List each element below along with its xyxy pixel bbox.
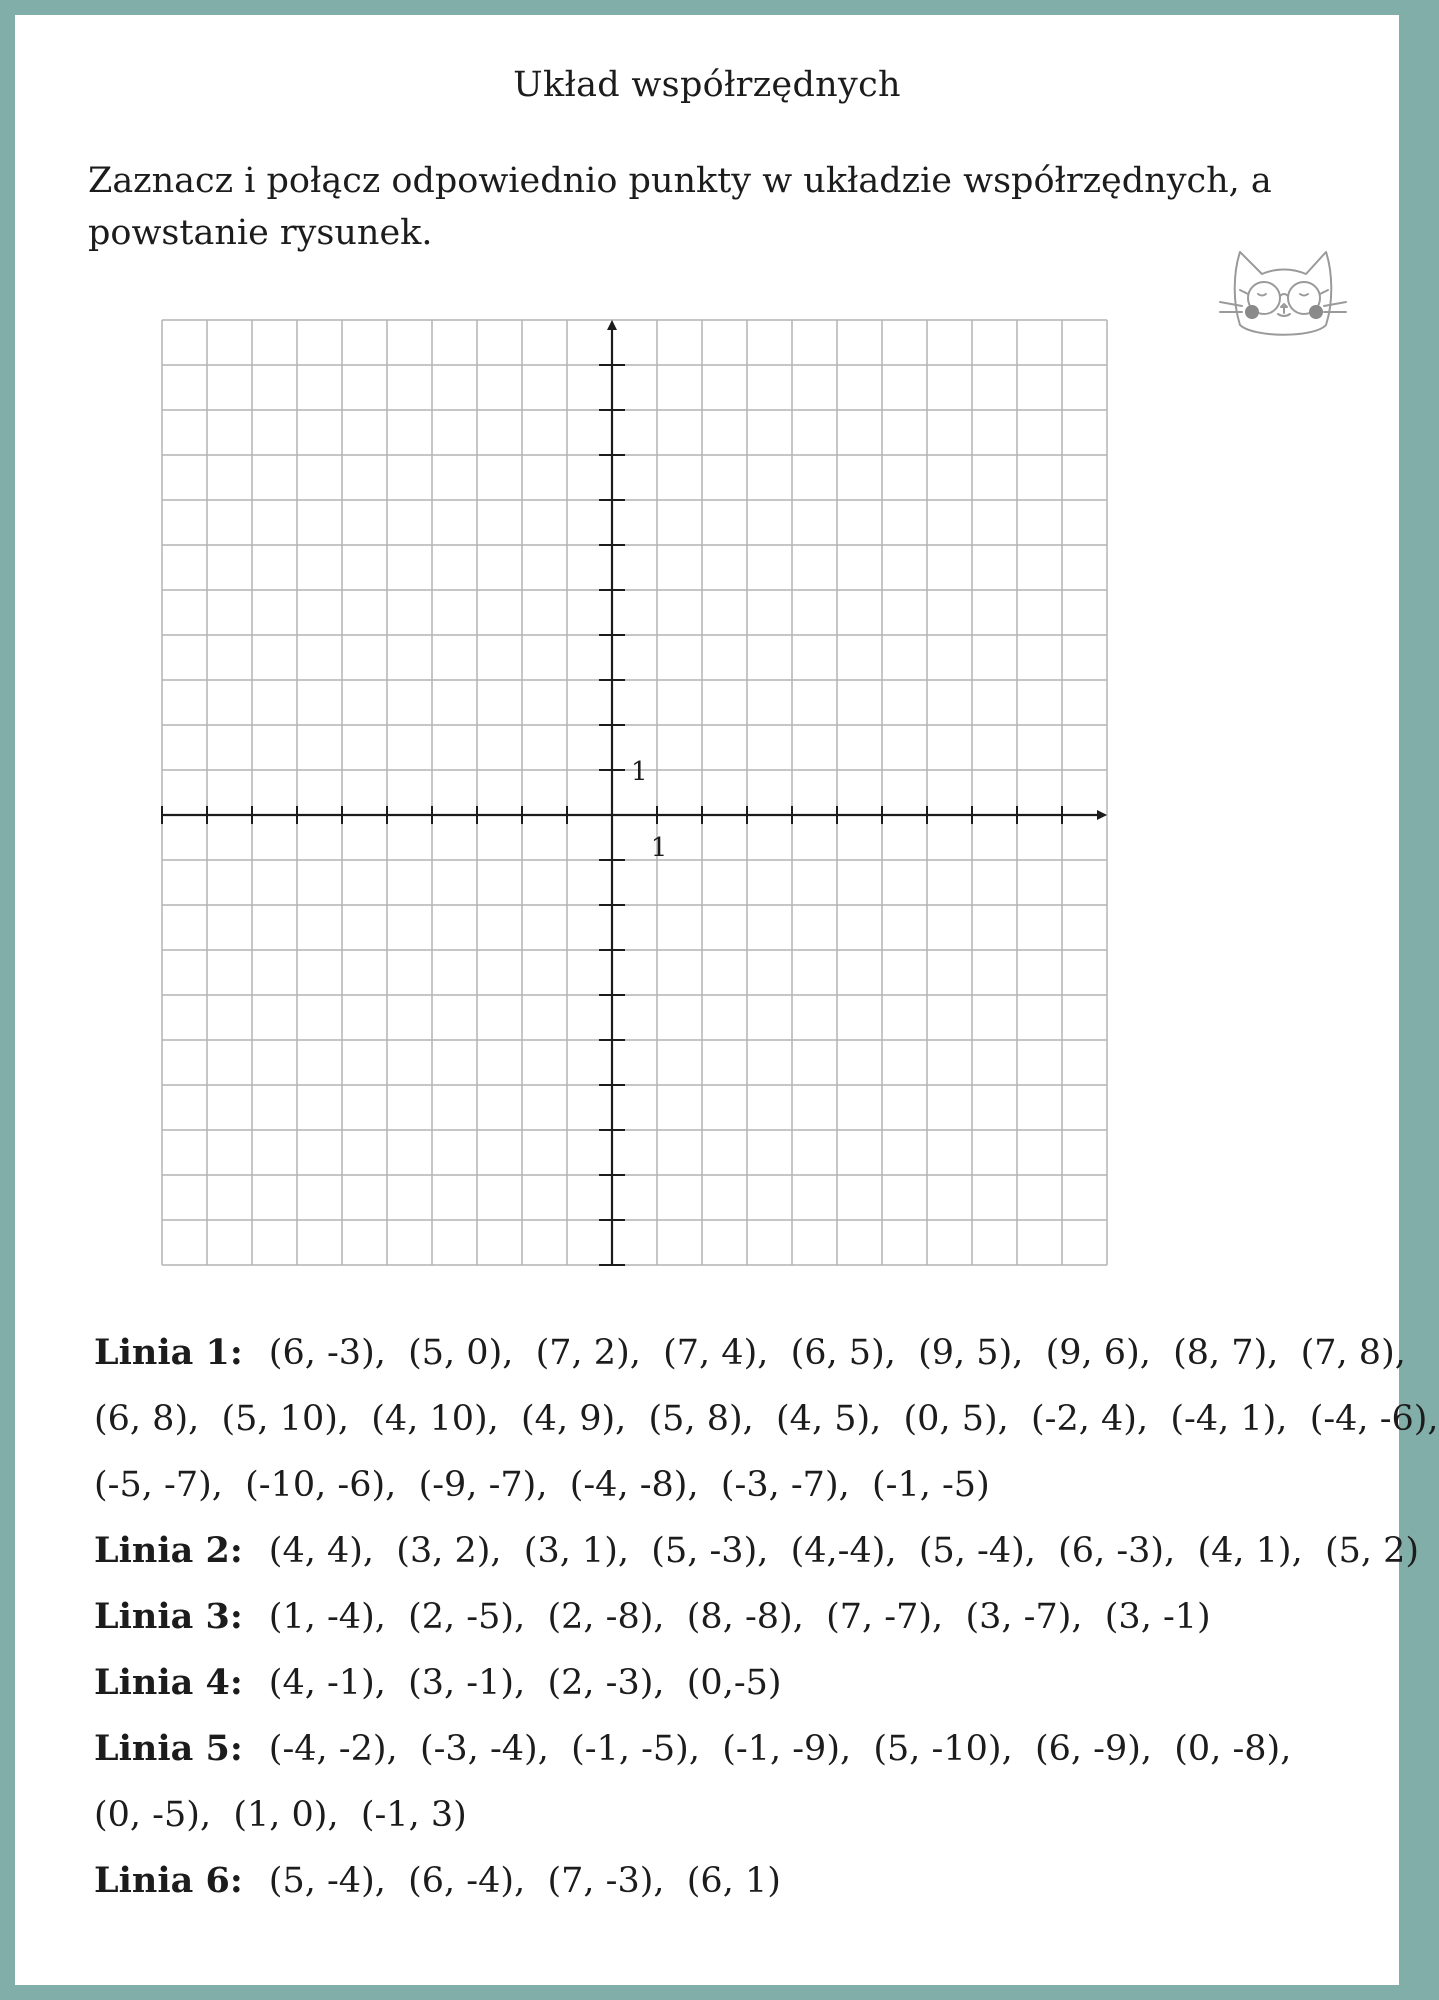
coordinate-point: (9, 6) <box>1045 1333 1140 1373</box>
coordinate-point: (3, -1) <box>1104 1597 1211 1637</box>
point-separator: , <box>188 1399 222 1439</box>
worksheet-page <box>15 15 1439 1985</box>
point-separator: , <box>932 1597 966 1637</box>
page-title: Układ współrzędnych <box>513 65 901 105</box>
point-separator: , <box>1164 1531 1198 1571</box>
point-separator: , <box>792 1597 827 1637</box>
coordinate-point: (2, -3) <box>547 1663 654 1703</box>
x-axis-arrow <box>1097 810 1107 820</box>
line-label: Linia 3: <box>94 1596 243 1637</box>
coordinate-point: (1, 0) <box>233 1795 328 1835</box>
point-separator: , <box>757 1333 791 1373</box>
point-separator: , <box>617 1531 652 1571</box>
point-separator: , <box>199 1795 234 1835</box>
coordinate-point: (1, -4) <box>268 1597 375 1637</box>
line-label: Linia 2: <box>94 1530 243 1571</box>
coordinate-point: (-4, -2) <box>268 1729 387 1769</box>
grid-lines <box>162 320 1107 1265</box>
y-axis-arrow <box>607 320 617 330</box>
point-separator: , <box>1001 1729 1035 1769</box>
point-separator: , <box>1071 1597 1105 1637</box>
coordinate-point: (3, -1) <box>408 1663 515 1703</box>
coordinate-point: (4,-4) <box>790 1531 886 1571</box>
line-row <box>94 1386 1439 1452</box>
coordinate-point: (-4, -6), <box>1309 1399 1439 1439</box>
point-separator: , <box>757 1531 791 1571</box>
coordinate-point: (-4, -8) <box>569 1465 688 1505</box>
coordinate-point: (6, 8) <box>94 1399 189 1439</box>
coordinate-point: (-4, 1) <box>1170 1399 1277 1439</box>
line-label: Linia 5: <box>94 1728 243 1769</box>
line-row <box>94 1650 1384 1716</box>
coordinate-point: (0, 5) <box>903 1399 998 1439</box>
coordinate-point: (5, 2) <box>1324 1531 1420 1571</box>
point-separator: , <box>502 1333 536 1373</box>
point-separator: , <box>653 1861 687 1901</box>
coordinate-point: (5, 0) <box>408 1333 503 1373</box>
line-row <box>94 1716 1384 1782</box>
coordinate-point: (4, -1) <box>268 1663 375 1703</box>
line-label: Linia 4: <box>94 1662 243 1703</box>
point-separator: , <box>884 1333 919 1373</box>
coordinate-point: (7, 4) <box>663 1333 758 1373</box>
point-separator: , <box>211 1465 246 1505</box>
point-separator: , <box>536 1465 570 1505</box>
coordinate-point: (-1, -5) <box>871 1465 990 1505</box>
coordinate-point: (7, 8), <box>1300 1333 1406 1373</box>
point-separator: , <box>1136 1399 1171 1439</box>
coordinate-point: (9, 5) <box>918 1333 1013 1373</box>
coordinate-point: (6, 5) <box>790 1333 885 1373</box>
point-separator: , <box>1291 1531 1325 1571</box>
point-separator: , <box>885 1531 919 1571</box>
point-separator: , <box>653 1597 687 1637</box>
point-separator: , <box>386 1729 420 1769</box>
coordinate-point: (0,-5) <box>686 1663 782 1703</box>
point-separator: , <box>629 1333 664 1373</box>
point-separator: , <box>337 1399 372 1439</box>
point-separator: , <box>514 1663 548 1703</box>
coordinate-point: (-3, -7) <box>720 1465 839 1505</box>
instruction-text: Zaznacz i połącz odpowiednio punkty w układzie współrzędnych, a powstanie rysunek. <box>88 161 1272 253</box>
coordinate-point: (0, -5) <box>94 1795 200 1835</box>
point-separator: , <box>374 1333 409 1373</box>
line-label: Linia 6: <box>94 1860 243 1901</box>
coordinate-point: (2, -8) <box>547 1597 654 1637</box>
point-separator: , <box>870 1399 904 1439</box>
line-row <box>94 1452 1384 1518</box>
point-separator: , <box>742 1399 777 1439</box>
coordinate-point: (-1, -5) <box>571 1729 689 1769</box>
coordinate-point: (-3, -4) <box>419 1729 538 1769</box>
point-separator: , <box>537 1729 572 1769</box>
cat-with-glasses-icon <box>1218 230 1348 350</box>
point-separator: , <box>688 1729 723 1769</box>
coordinate-point: (3, -7) <box>965 1597 1072 1637</box>
coordinate-point: (-9, -7) <box>418 1465 537 1505</box>
coordinate-point: (6, -3) <box>268 1333 375 1373</box>
coordinate-point: (5, -10) <box>873 1729 1002 1769</box>
point-separator: , <box>615 1399 649 1439</box>
point-separator: , <box>1139 1333 1174 1373</box>
coordinate-point: (5, 8) <box>648 1399 743 1439</box>
point-separator: , <box>327 1795 361 1835</box>
line-row <box>94 1584 1384 1650</box>
coordinate-point: (6, -4) <box>408 1861 515 1901</box>
coordinate-point: (8, 7) <box>1173 1333 1268 1373</box>
point-separator: , <box>514 1597 548 1637</box>
y-tick-label: 1 <box>631 757 648 787</box>
point-separator: , <box>839 1729 874 1769</box>
coordinate-point: (3, 2) <box>396 1531 491 1571</box>
point-separator: , <box>385 1465 419 1505</box>
line-label: Linia 1: <box>94 1332 243 1373</box>
coordinate-point: (5, 10) <box>221 1399 338 1439</box>
coordinate-point: (6, -3) <box>1058 1531 1165 1571</box>
coordinate-point: (4, 4) <box>268 1531 363 1571</box>
coordinate-point: (7, -7) <box>826 1597 933 1637</box>
coordinate-point: (8, -8) <box>686 1597 793 1637</box>
coordinate-point: (4, 10) <box>371 1399 488 1439</box>
coordinate-point: (-2, 4) <box>1031 1399 1137 1439</box>
line-row <box>94 1782 1384 1848</box>
coordinate-point: (-1, -9) <box>722 1729 840 1769</box>
coordinate-point: (3, 1) <box>523 1531 618 1571</box>
line-row <box>94 1518 1420 1584</box>
coordinate-point: (5, -4) <box>268 1861 375 1901</box>
coordinate-point: (4, 5) <box>776 1399 871 1439</box>
point-separator: , <box>514 1861 548 1901</box>
point-separator: , <box>487 1399 522 1439</box>
point-separator: , <box>1267 1333 1301 1373</box>
point-separator: , <box>997 1399 1032 1439</box>
x-tick-label: 1 <box>650 833 668 863</box>
coordinate-point: (0, -8), <box>1174 1729 1292 1769</box>
point-separator: , <box>653 1663 687 1703</box>
coordinate-point: (5, -3) <box>651 1531 758 1571</box>
coordinate-point: (6, -9) <box>1034 1729 1141 1769</box>
coordinate-point: (5, -4) <box>918 1531 1025 1571</box>
axes <box>162 320 1107 1265</box>
coordinate-point: (6, 1) <box>686 1861 781 1901</box>
point-separator: , <box>1140 1729 1175 1769</box>
point-separator: , <box>1024 1531 1059 1571</box>
point-separator: , <box>374 1663 409 1703</box>
line-row <box>94 1320 1406 1386</box>
coordinate-point: (7, 2) <box>535 1333 630 1373</box>
coordinate-point: (-5, -7) <box>94 1465 212 1505</box>
point-separator: , <box>490 1531 524 1571</box>
coordinate-point: (4, 1) <box>1197 1531 1292 1571</box>
point-separator: , <box>687 1465 721 1505</box>
coordinate-point: (7, -3) <box>547 1861 654 1901</box>
point-separator: , <box>838 1465 872 1505</box>
point-separator: , <box>362 1531 397 1571</box>
line-row <box>94 1848 1384 1914</box>
point-separator: , <box>374 1597 409 1637</box>
point-separator: , <box>1012 1333 1046 1373</box>
coordinate-grid <box>162 320 1142 1270</box>
coordinate-point: (-10, -6) <box>245 1465 386 1505</box>
point-separator: , <box>374 1861 409 1901</box>
point-separator: , <box>1276 1399 1310 1439</box>
coordinate-point: (2, -5) <box>408 1597 515 1637</box>
coordinate-point: (-1, 3) <box>360 1795 467 1835</box>
coordinate-point: (4, 9) <box>521 1399 616 1439</box>
instruction-lines <box>94 1320 1439 1914</box>
